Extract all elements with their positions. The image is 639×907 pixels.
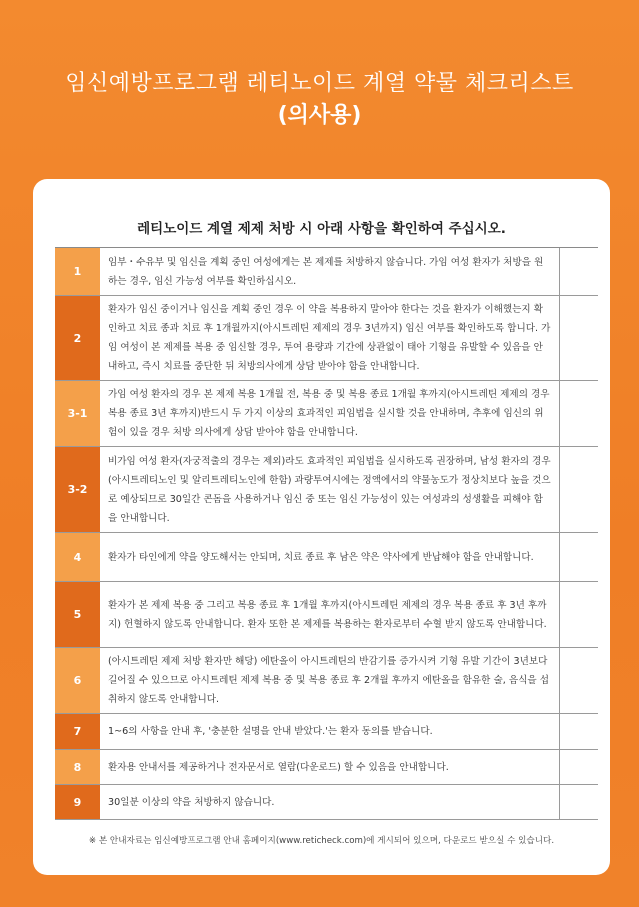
checklist-row <box>55 533 598 582</box>
checklist-card <box>33 179 610 875</box>
item-number: 9 <box>55 785 100 819</box>
item-text: 환자가 타인에게 약을 양도해서는 안되며, 치료 종료 후 남은 약은 약사에게 반납해야 함을 안내합니다. <box>100 533 560 581</box>
checkbox-cell[interactable] <box>560 785 598 819</box>
checkbox-cell[interactable] <box>560 750 598 784</box>
checklist-row <box>55 381 598 447</box>
item-number: 1 <box>55 248 100 295</box>
checklist-row <box>55 248 598 296</box>
item-number: 7 <box>55 714 100 749</box>
checklist-row <box>55 447 598 533</box>
footnote: ※ 본 안내자료는 임신예방프로그램 안내 홈페이지(www.reticheck.com)에 게시되어 있으며, 다운로드 받으실 수 있습니다. <box>88 836 555 846</box>
item-number: 6 <box>55 648 100 713</box>
checklist-row <box>55 582 598 648</box>
checkbox-cell[interactable] <box>560 714 598 749</box>
checkbox-cell[interactable] <box>560 648 598 713</box>
checklist-row <box>55 714 598 750</box>
page-subtitle: (의사용) <box>277 103 362 128</box>
item-number: 4 <box>55 533 100 581</box>
checkbox-cell[interactable] <box>560 582 598 647</box>
item-number: 3-1 <box>55 381 100 446</box>
item-text: 1~6의 사항을 안내 후, '충분한 설명을 안내 받았다.'는 환자 동의를 받습니다. <box>100 714 560 749</box>
item-text: 30일분 이상의 약을 처방하지 않습니다. <box>100 785 560 819</box>
item-number: 2 <box>55 296 100 380</box>
item-text: 환자가 본 제제 복용 중 그리고 복용 종료 후 1개월 후까지(아시트레틴 제제의 경우 복용 종료 후 3년 후까지) 헌혈하지 않도록 안내합니다. 환자 또한 본 제제를 복용하는 환자로부터 수혈 받지 않도록 안내합니다. <box>100 582 560 647</box>
checklist-row <box>55 296 598 381</box>
checkbox-cell[interactable] <box>560 296 598 380</box>
item-number: 5 <box>55 582 100 647</box>
checklist-table <box>55 247 598 820</box>
item-number: 3-2 <box>55 447 100 532</box>
item-text: 임부・수유부 및 임신을 계획 중인 여성에게는 본 제제를 처방하지 않습니다. 가임 여성 환자가 처방을 원하는 경우, 임신 가능성 여부를 확인하십시오. <box>100 248 560 295</box>
checklist-row <box>55 648 598 714</box>
item-text: 환자용 안내서를 제공하거나 전자문서로 열람(다운로드) 할 수 있음을 안내합니다. <box>100 750 560 784</box>
checkbox-cell[interactable] <box>560 381 598 446</box>
checkbox-cell[interactable] <box>560 447 598 532</box>
checklist-row <box>55 785 598 820</box>
item-text: 비가임 여성 환자(자궁적출의 경우는 제외)라도 효과적인 피임법을 실시하도록 권장하며, 남성 환자의 경우(아시트레티노인 및 알리트레티노인에 한함) 과량투여시에는 정액에서의 약물농도가 정상치보다 높을 것으로 예상되므로 30일간 콘돔을 사용하거나 임신 중 또는 임신 가능성이 있는 여성과의 성생활을 피해야 함을 안내합니다. <box>100 447 560 532</box>
item-text: 가임 여성 환자의 경우 본 제제 복용 1개월 전, 복용 중 및 복용 종료 1개월 후까지(아시트레틴 제제의 경우 복용 종료 3년 후까지)반드시 두 가지 이상의 효과적인 피임법을 실시할 것을 안내하며, 추후에 임신의 위험이 있을 경우 처방 의사에게 상담 받아야 함을 안내합니다. <box>100 381 560 446</box>
checklist-row <box>55 750 598 785</box>
checkbox-cell[interactable] <box>560 533 598 581</box>
page-title: 임신예방프로그램 레티노이드 계열 약물 체크리스트 <box>65 71 574 96</box>
checkbox-cell[interactable] <box>560 248 598 295</box>
item-text: (아시트레틴 제제 처방 환자만 해당) 에탄올이 아시트레틴의 반감기를 증가시켜 기형 유발 기간이 3년보다 길어질 수 있으므로 아시트레틴 제제 복용 중 및 복용 종료 후 2개월 후까지 에탄올을 함유한 술, 음식을 섭취하지 않도록 안내합니다. <box>100 648 560 713</box>
instruction-text: 레티노이드 계열 제제 처방 시 아래 사항을 확인하여 주십시오. <box>137 221 506 237</box>
item-number: 8 <box>55 750 100 784</box>
item-text: 환자가 임신 중이거나 임신을 계획 중인 경우 이 약을 복용하지 말아야 한다는 것을 환자가 이해했는지 확인하고 치료 종과 치료 후 1개월까지(아시트레틴 제제의 경우 3년까지) 임신 여부를 확인하도록 합니다. 가임 여성이 본 제제를 복용 중 임신할 경우, 투여 용량과 기간에 상관없이 태아 기형을 유발할 수 있음을 안내하고, 즉시 치료를 중단한 뒤 처방의사에게 상담 받아야 함을 안내합니다. <box>100 296 560 380</box>
